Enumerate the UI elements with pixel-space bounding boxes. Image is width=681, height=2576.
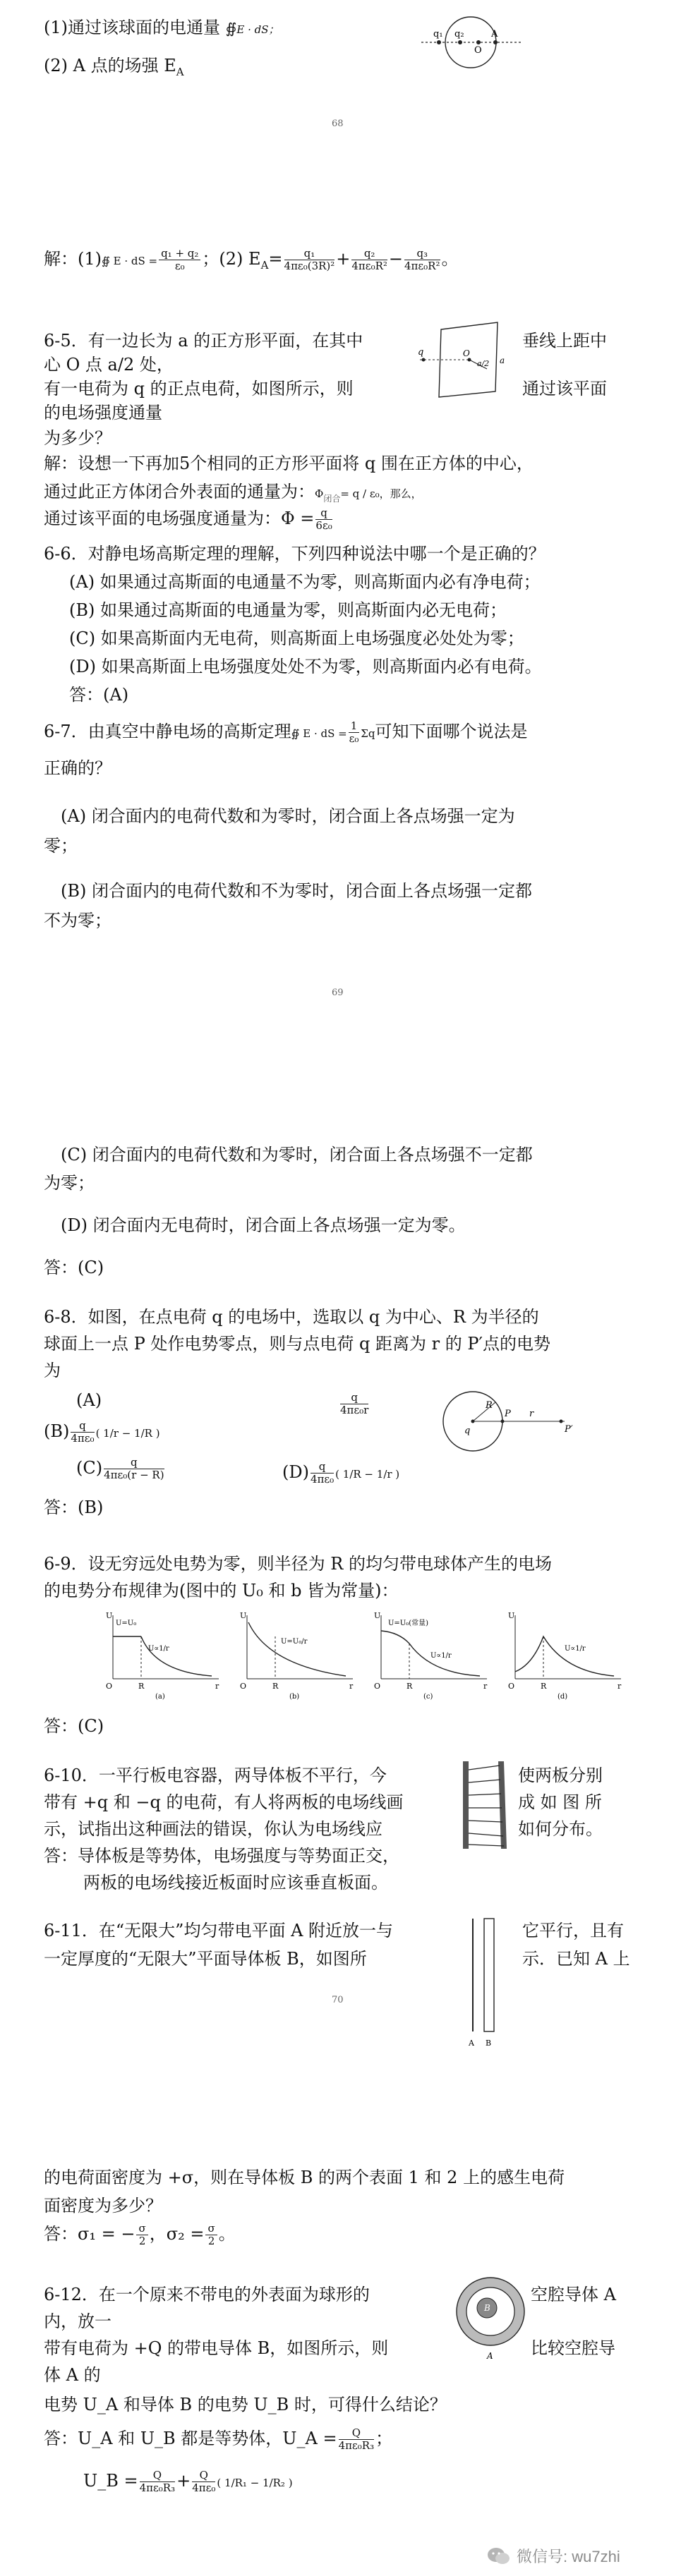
q6-12-ub: U_B = $\frac{Q}{\text{4πε₀R₃}}$ + $\frac{Q}{\text{4πε₀}}$ ( 1/R₁ − 1/R₂ ) bbox=[83, 2469, 293, 2494]
q6-8-answer: 答：(B) bbox=[44, 1497, 104, 1517]
q6-6-option-d: (D) 如果高斯面上电场强度处处不为零，则高斯面内必有电荷。 bbox=[69, 657, 542, 676]
fig-label-q2: q₂ bbox=[454, 29, 464, 40]
q6-9-stem1: 6-9．设无穷远处电势为零，则半径为 R 的均匀带电球体产生的电场 bbox=[44, 1554, 552, 1574]
q6-8-option-b: (B) $\frac{q}{\text{4πε₀}}$ ( 1/r − 1/R ) bbox=[44, 1419, 160, 1445]
q6-7-option-b2: 不为零； bbox=[44, 911, 112, 930]
q6-10-answer2: 两板的电场线接近板面时应该垂直板面。 bbox=[83, 1873, 388, 1892]
q6-8-figure bbox=[423, 1383, 579, 1460]
q6-6-option-a: (A) 如果通过高斯面的电通量不为零，则高斯面内必有净电荷； bbox=[69, 572, 541, 592]
svg-text:O: O bbox=[508, 1682, 515, 1691]
fig-label-B: B bbox=[484, 2303, 490, 2313]
q6-7-stem: 6-7．由真空中静电场的高斯定理∯ E · dS = $\frac{1}{\text{ε₀}}$ Σq可知下面哪个说法是 bbox=[44, 719, 528, 745]
q6-10-line3b: 如何分布。 bbox=[518, 1819, 603, 1839]
watermark-text: 微信号: wu7zhi bbox=[517, 2548, 620, 2565]
q6-10-line1: 6-10．一平行板电容器，两导体板不平行，今 bbox=[44, 1766, 387, 1785]
q6-12-line4: 体 A 的 bbox=[44, 2365, 101, 2385]
svg-text:O: O bbox=[374, 1682, 381, 1691]
q6-10-answer1: 答：导体板是等势体，电场强度与等势面正交， bbox=[44, 1846, 399, 1866]
fig-label-A: A bbox=[491, 29, 498, 40]
svg-text:r: r bbox=[349, 1682, 354, 1691]
svg-text:U∝1/r: U∝1/r bbox=[148, 1645, 169, 1653]
q6-12-line3b: 比较空腔导 bbox=[531, 2338, 615, 2358]
svg-text:U: U bbox=[240, 1611, 247, 1620]
q6-12-line3: 带有电荷为 +Q 的带电导体 B，如图所示，则 bbox=[44, 2338, 389, 2358]
q6-4-line1: (1)通过该球面的电通量 ∯E · dS； bbox=[44, 18, 279, 37]
q6-9-panel-b bbox=[240, 1611, 354, 1700]
q6-9-answer: 答：(C) bbox=[44, 1716, 104, 1736]
svg-text:O: O bbox=[240, 1682, 247, 1691]
svg-text:R: R bbox=[138, 1682, 145, 1691]
page-number: 68 bbox=[332, 119, 344, 129]
q6-5-line5: 为多少？ bbox=[44, 428, 112, 448]
svg-text:(c): (c) bbox=[423, 1693, 433, 1700]
q6-7-answer: 答：(C) bbox=[44, 1258, 104, 1277]
q6-6-stem: 6-6．对静电场高斯定理的理解，下列四种说法中哪一个是正确的？ bbox=[44, 544, 546, 564]
wechat-icon bbox=[487, 2546, 511, 2566]
fig-label-q: q bbox=[464, 1426, 471, 1436]
q6-12-line1: 6-12．在一个原来不带电的外表面为球形的 bbox=[44, 2285, 370, 2304]
q6-4-line2: (2) A 点的场强 $E_A$ bbox=[44, 56, 184, 78]
q6-5-figure bbox=[416, 321, 515, 399]
q6-10-line1b: 使两板分别 bbox=[518, 1766, 603, 1785]
svg-text:U=U₀(常量): U=U₀(常量) bbox=[388, 1620, 429, 1627]
svg-text:O: O bbox=[106, 1682, 113, 1691]
q6-7-option-b1: (B) 闭合面内的电荷代数和不为零时，闭合面上各点场强一定都 bbox=[61, 881, 532, 901]
svg-text:r: r bbox=[483, 1682, 488, 1691]
q6-7-option-d: (D) 闭合面内无电荷时，闭合面上各点场强一定为零。 bbox=[61, 1215, 466, 1235]
svg-text:U∝1/r: U∝1/r bbox=[565, 1645, 586, 1653]
fig-label-A: A bbox=[487, 2351, 493, 2361]
svg-text:r: r bbox=[215, 1682, 219, 1691]
fig-label-a2: a/2 bbox=[477, 359, 490, 368]
page-number: 70 bbox=[332, 1995, 344, 2005]
q6-5-line3b: 通过该平面 bbox=[522, 379, 607, 399]
q6-12-line1b: 空腔导体 A bbox=[531, 2285, 616, 2304]
fig-label-B: B bbox=[486, 2039, 492, 2048]
q6-5-line3: 有一电荷为 q 的正点电荷，如图所示，则 bbox=[44, 379, 354, 399]
q6-11-line1: 6-11．在“无限大”均匀带电平面 A 附近放一与 bbox=[44, 1921, 394, 1940]
q6-11-line2: 一定厚度的“无限大”平面导体板 B，如图所 bbox=[44, 1949, 367, 1969]
q6-8-stem2: 球面上一点 P 处作电势零点，则与点电荷 q 距离为 r 的 P′点的电势 bbox=[44, 1334, 550, 1354]
q6-10-line2b: 成 如 图 所 bbox=[518, 1792, 602, 1812]
svg-text:U: U bbox=[106, 1611, 113, 1620]
svg-text:U=U₀/r: U=U₀/r bbox=[281, 1638, 308, 1646]
fig-label-P2: P′ bbox=[565, 1424, 573, 1435]
q6-5-sol2: 通过此正方体闭合外表面的通量为：$\Phi_{闭合}= q / \varepsilon_0$，那么， bbox=[44, 482, 422, 504]
q6-5-line1b: 垂线上距中 bbox=[522, 331, 607, 351]
q6-10-line2: 带有 +q 和 −q 的电荷，有人将两板的电场线画 bbox=[44, 1792, 404, 1812]
q6-9-figure bbox=[99, 1608, 635, 1700]
fig-label-O: O bbox=[463, 348, 470, 358]
q6-12-line2: 内，放一 bbox=[44, 2311, 112, 2331]
q6-10-line3: 示，试指出这种画法的错误，你认为电场线应 bbox=[44, 1819, 382, 1839]
q6-9-stem2: 的电势分布规律为(图中的 U₀ 和 b 皆为常量)： bbox=[44, 1581, 399, 1600]
page-number: 69 bbox=[332, 988, 344, 998]
svg-text:(a): (a) bbox=[155, 1693, 165, 1700]
q6-9-panel-c bbox=[374, 1611, 488, 1700]
q6-5-line2: 心 O 点 a/2 处， bbox=[44, 355, 174, 375]
q6-4-solution: 解：(1)∯ E · dS = $\frac{\text{q₁ + q₂}}{\text{ε₀}}$ ；(2) $E_A=$ $\frac{\text{q₁}}{\text{4πε₀(3R)²}}$ + $\frac{\text{q₂}}{\text{4πε₀R²}}$ − $\frac{\text{q₃}}{\text{4πε₀R²}}$ 。 bbox=[44, 247, 459, 272]
q6-9-panel-a bbox=[106, 1611, 219, 1700]
q6-8-stem1: 6-8．如图，在点电荷 q 的电场中，选取以 q 为中心、R 为半径的 bbox=[44, 1307, 539, 1327]
fig-label-R: R bbox=[486, 1400, 493, 1411]
watermark bbox=[487, 2545, 620, 2567]
q6-11-figure bbox=[466, 1912, 508, 2053]
q6-5-sol3: 通过该平面的电场强度通量为：Φ = $\frac{q}{\text{6ε₀}}$ bbox=[44, 506, 332, 532]
q6-6-answer: 答：(A) bbox=[69, 685, 129, 705]
q6-9-panel-d bbox=[508, 1611, 622, 1700]
fig-label-A: A bbox=[469, 2039, 474, 2048]
q6-8-option-a-expr: $\frac{q}{\text{4πε₀r}}$ bbox=[340, 1391, 369, 1416]
fig-label-P: P bbox=[505, 1409, 511, 1419]
q6-5-line4: 的电场强度通量 bbox=[44, 403, 162, 423]
q6-6-option-b: (B) 如果通过高斯面的电通量为零，则高斯面内必无电荷； bbox=[69, 600, 507, 620]
svg-text:(d): (d) bbox=[558, 1693, 568, 1700]
q6-8-option-a-label: (A) bbox=[76, 1390, 102, 1410]
fig-label-a: a bbox=[500, 356, 505, 365]
q6-12-figure bbox=[452, 2273, 529, 2364]
q6-7-option-a2: 零； bbox=[44, 836, 78, 856]
q6-12-answer: 答：U_A 和 U_B 都是等势体，U_A = $\frac{Q}{\text{4πε₀R₃}}$ ； bbox=[44, 2426, 393, 2452]
svg-text:U: U bbox=[508, 1611, 515, 1620]
q6-8-stem3: 为 bbox=[44, 1361, 61, 1380]
q6-5-line1: 6-5．有一边长为 a 的正方形平面，在其中 bbox=[44, 331, 363, 351]
q6-8-option-d: (D) $\frac{q}{\text{4πε₀}}$ ( 1/R − 1/r ) bbox=[282, 1460, 400, 1486]
fig-label-q: q bbox=[418, 347, 424, 358]
q6-10-figure bbox=[460, 1760, 510, 1852]
q6-8-option-c: (C) $\frac{q}{\text{4πε₀(r − R)}}$ bbox=[76, 1456, 164, 1481]
svg-text:U: U bbox=[374, 1611, 381, 1620]
q6-12-line5: 电势 U_A 和导体 B 的电势 U_B 时，可得什么结论？ bbox=[44, 2395, 447, 2414]
q6-11-line3: 的电荷面密度为 +σ，则在导体板 B 的两个表面 1 和 2 上的感生电荷 bbox=[44, 2168, 565, 2187]
svg-text:R: R bbox=[541, 1682, 547, 1691]
svg-text:U=U₀: U=U₀ bbox=[116, 1620, 137, 1627]
q6-5-sol1: 解：设想一下再加5个相同的正方形平面将 q 围在正方体的中心， bbox=[44, 454, 534, 473]
svg-text:(b): (b) bbox=[289, 1693, 300, 1700]
svg-text:R: R bbox=[406, 1682, 413, 1691]
q6-11-line1b: 它平行，且有 bbox=[522, 1921, 624, 1940]
svg-text:U∝1/r: U∝1/r bbox=[430, 1652, 452, 1660]
svg-text:r: r bbox=[617, 1682, 622, 1691]
svg-text:R: R bbox=[272, 1682, 279, 1691]
q6-11-line2b: 示．已知 A 上 bbox=[522, 1949, 630, 1969]
fig-label-O: O bbox=[474, 45, 482, 56]
q6-7-option-a1: (A) 闭合面内的电荷代数和为零时，闭合面上各点场强一定为 bbox=[61, 806, 515, 826]
q6-4-figure bbox=[418, 7, 524, 78]
q6-7-stem2: 正确的？ bbox=[44, 758, 112, 778]
q6-6-option-c: (C) 如果高斯面内无电荷，则高斯面上电场强度必处处为零； bbox=[69, 628, 524, 648]
q6-11-line4: 面密度为多少？ bbox=[44, 2196, 162, 2216]
q6-7-option-c2: 为零； bbox=[44, 1173, 95, 1193]
fig-label-r: r bbox=[529, 1409, 534, 1419]
q6-7-option-c1: (C) 闭合面内的电荷代数和为零时，闭合面上各点场强不一定都 bbox=[61, 1145, 533, 1165]
q6-11-answer: 答：σ₁ = − $\frac{\sigma}{2}$ ，σ₂ = $\frac{\sigma}{2}$ 。 bbox=[44, 2222, 236, 2247]
fig-label-q1: q₁ bbox=[433, 29, 443, 40]
